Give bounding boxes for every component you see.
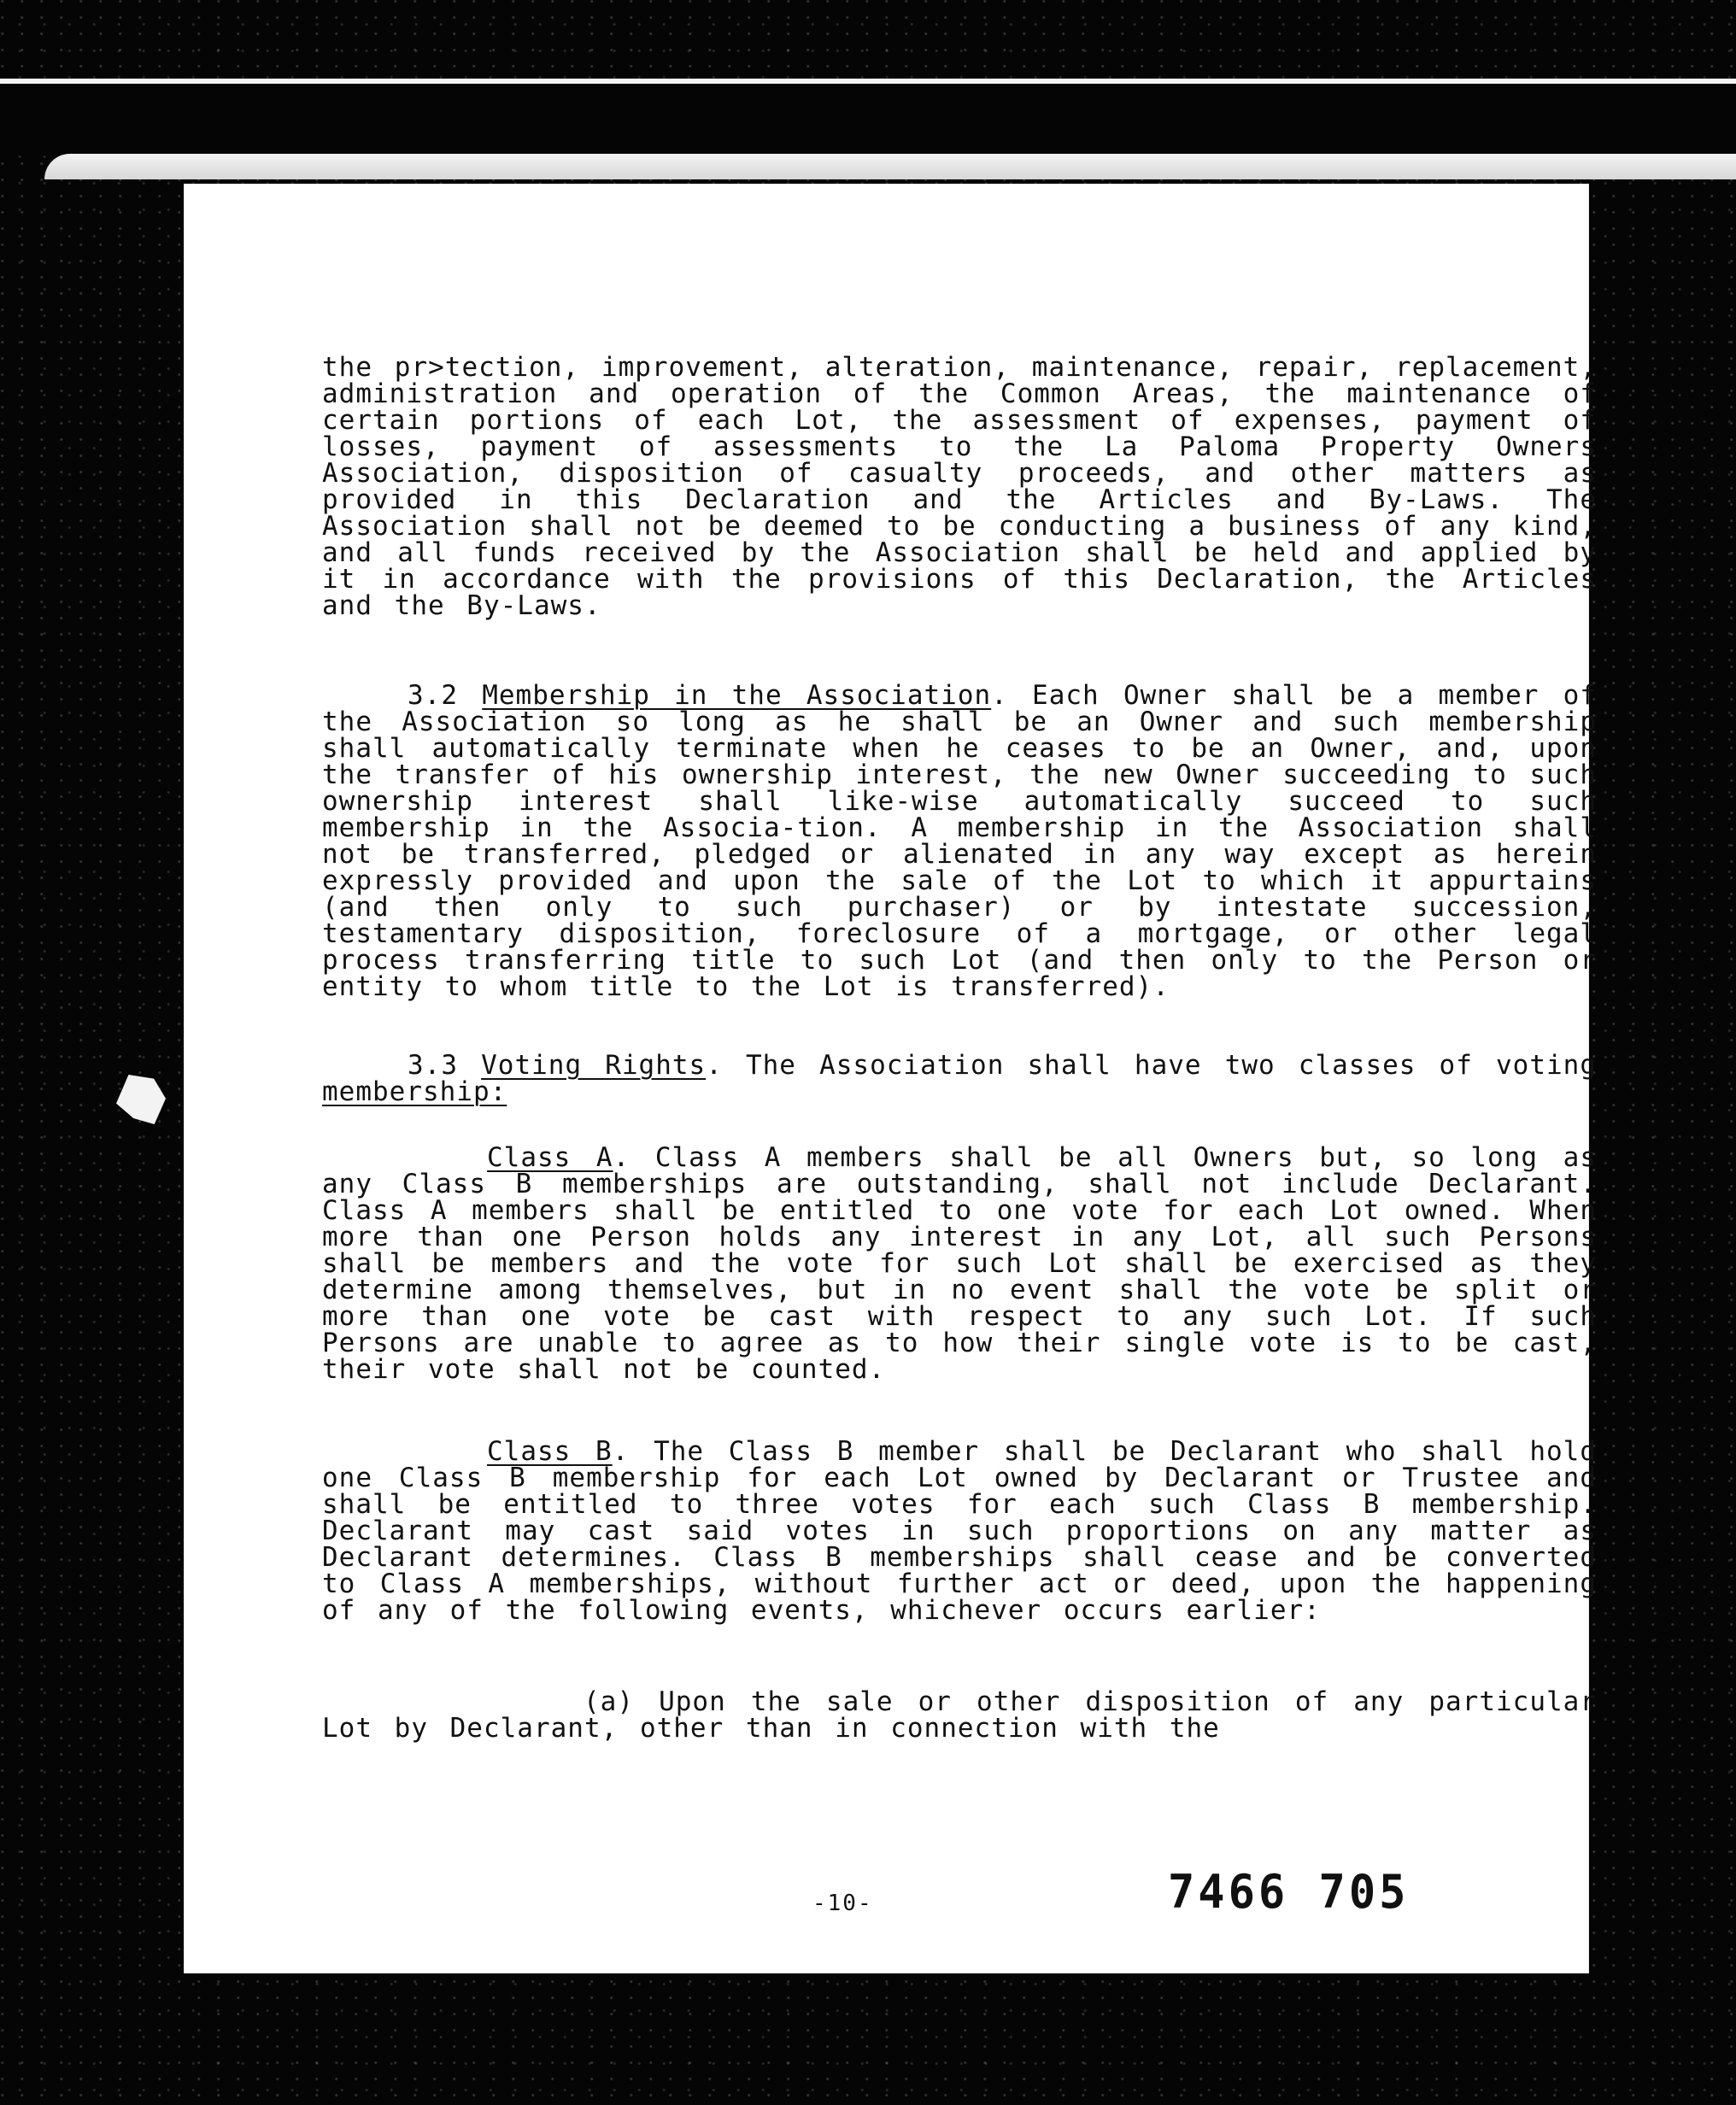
recording-stamp bbox=[1168, 1866, 1409, 1920]
class-a-paragraph bbox=[322, 1142, 1597, 1385]
class-a-text: . Class A members shall be all Owners but, so long as any Class B memberships are outstanding, shall not include Declarant. Class A members shall be entitled to one vote for each Lot owned. When more than one Person holds any interest in any Lot, all such Persons shall be members and the vote for such Lot shall be exercised as they determine among themselves, but in no event shall the vote be split or more than one vote be cast with respect to any such Lot. If such Persons are unable to agree as to how their single vote is to be cast, their vote shall not be counted. bbox=[322, 1142, 1597, 1385]
section-3-2-paragraph bbox=[322, 680, 1597, 1002]
page-number: -10- bbox=[812, 1891, 873, 1916]
section-3-2-number: 3.2 bbox=[408, 680, 458, 711]
section-3-3-text-b: membership: bbox=[322, 1076, 507, 1107]
section-3-2-heading: Membership in the Association bbox=[482, 680, 992, 711]
paragraph-1: the pr>tection, improvement, alteration, maintenance, repair, replacement, administration and operation of the Common Areas, the maintenance of certain portions of each Lot, the assessment of expenses, payment of losses, payment of assessments to the La Paloma Property Owners Association, disposition of casualty proceeds, and other matters as provided in this Declaration and the Articles and By-Laws. The Association shall not be deemed to be conducting a business of any kind, and all funds received by the Association shall be held and applied by it in accordance with the provisions of this Declaration, the Articles and the By-Laws. bbox=[322, 352, 1597, 621]
section-3-3-number: 3.3 bbox=[408, 1050, 458, 1081]
class-b-heading: Class B bbox=[487, 1436, 613, 1467]
class-a-heading: Class A bbox=[487, 1142, 613, 1173]
section-3-3-paragraph bbox=[322, 1052, 1597, 1105]
section-3-3-text-a: . The Association shall have two classes of voting bbox=[706, 1050, 1597, 1081]
stamp-page-number: 705 bbox=[1318, 1865, 1410, 1920]
section-3-3-heading: Voting Rights bbox=[481, 1050, 707, 1081]
left-scan-smudge bbox=[116, 1075, 166, 1124]
class-b-text: . The Class B member shall be Declarant who shall hold one Class B membership for each Lot owned by Declarant or Trustee and shall be entitled to three votes for each such Class B membership. Declarant may cast said votes in such proportions on any matter as Declarant determines. Class B memberships shall cease and be converted to Class A memberships, without further act or deed, upon the happening of any of the following events, whichever occurs earlier: bbox=[322, 1436, 1597, 1626]
section-3-2-text: . Each Owner shall be a member of the Association so long as he shall be an Owner and such membership shall automatically terminate when he ceases to be an Owner, and, upon the transfer of his ownership interest, the new Owner succeeding to such ownership interest shall like-wise automatically succeed to such membership in the Associa-tion. A membership in the Association shall not be transferred, pledged or alienated in any way except as herein expressly provided and upon the sale of the Lot to which it appurtains (and then only to such purchaser) or by intestate succession, testamentary disposition, foreclosure of a mortgage, or other legal process transferring title to such Lot (and then only to the Person or entity to whom title to the Lot is transferred). bbox=[322, 680, 1597, 1002]
document-page bbox=[184, 184, 1597, 1973]
class-b-paragraph bbox=[322, 1436, 1597, 1626]
top-dark-band bbox=[0, 84, 1736, 149]
stamp-book-number: 7466 bbox=[1168, 1865, 1289, 1920]
item-a-paragraph: (a) Upon the sale or other disposition of any particular Lot by Declarant, other than in connection with the bbox=[322, 1686, 1597, 1744]
page-edge bbox=[44, 154, 1736, 179]
